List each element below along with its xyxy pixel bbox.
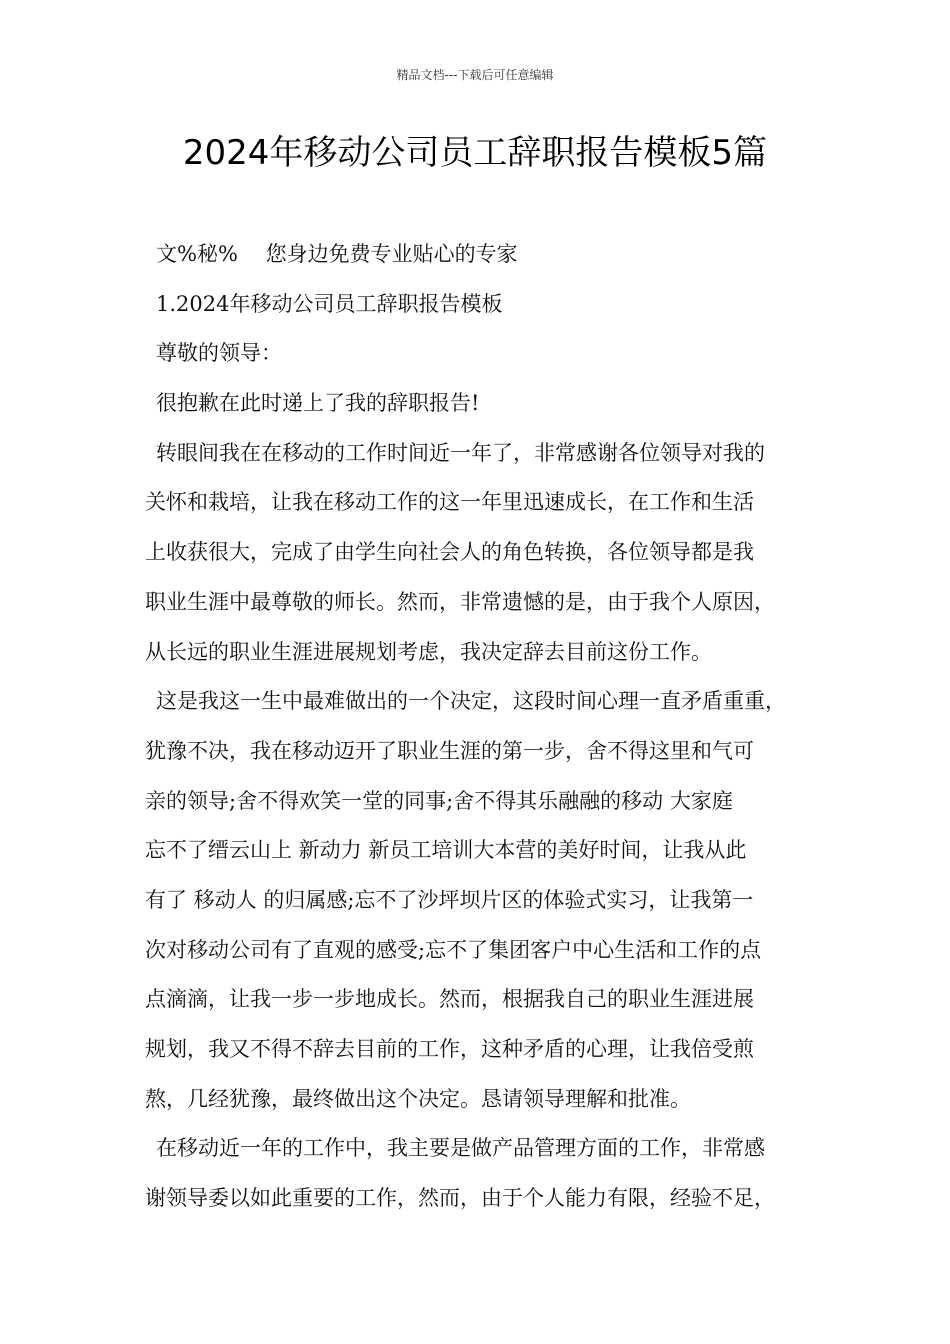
body-line: 忘不了缙云山上 新动力 新员工培训大本营的美好时间，让我从此 [145, 838, 747, 863]
body-line: 尊敬的领导： [156, 341, 282, 366]
document-body [145, 230, 835, 1224]
body-line: 很抱歉在此时递上了我的辞职报告! [156, 391, 480, 416]
body-line: 这是我这一生中最难做出的一个决定，这段时间心理一直矛盾重重， [156, 689, 786, 714]
body-line: 亲的领导;舍不得欢笑一堂的同事;舍不得其乐融融的移动 大家庭 [145, 788, 733, 813]
body-line: 熬，几经犹豫，最终做出这个决定。恳请领导理解和批准。 [145, 1086, 691, 1111]
body-line: 文%秘% 您身边免费专业贴心的专家 [156, 242, 518, 266]
body-line: 有了 移动人 的归属感;忘不了沙坪坝片区的体验式实习，让我第一 [145, 887, 754, 912]
page-header: 精品文档---下载后可任意编辑 [396, 68, 554, 82]
body-line: 谢领导委以如此重要的工作，然而，由于个人能力有限，经验不足， [145, 1186, 775, 1211]
body-line: 转眼间我在在移动的工作时间近一年了，非常感谢各位领导对我的 [156, 440, 765, 465]
document-title: 2024年移动公司员工辞职报告模板5篇 [182, 133, 768, 173]
body-line: 从长远的职业生涯进展规划考虑，我决定辞去目前这份工作。 [145, 639, 712, 664]
body-line: 上收获很大，完成了由学生向社会人的角色转换，各位领导都是我 [145, 540, 754, 565]
body-line: 职业生涯中最尊敬的师长。然而，非常遗憾的是，由于我个人原因， [145, 589, 775, 614]
body-line: 犹豫不决，我在移动迈开了职业生涯的第一步，舍不得这里和气可 [145, 738, 754, 763]
body-line: 次对移动公司有了直观的感受;忘不了集团客户中心生活和工作的点 [145, 937, 762, 962]
body-line: 点滴滴，让我一步一步地成长。然而，根据我自己的职业生涯进展 [145, 987, 754, 1012]
body-line: 在移动近一年的工作中，我主要是做产品管理方面的工作，非常感 [156, 1136, 765, 1161]
body-line: 规划，我又不得不辞去目前的工作，这种矛盾的心理，让我倍受煎 [145, 1037, 754, 1061]
body-line: 关怀和栽培，让我在移动工作的这一年里迅速成长，在工作和生活 [145, 490, 754, 515]
body-line: 1.2024年移动公司员工辞职报告模板 [156, 291, 503, 316]
